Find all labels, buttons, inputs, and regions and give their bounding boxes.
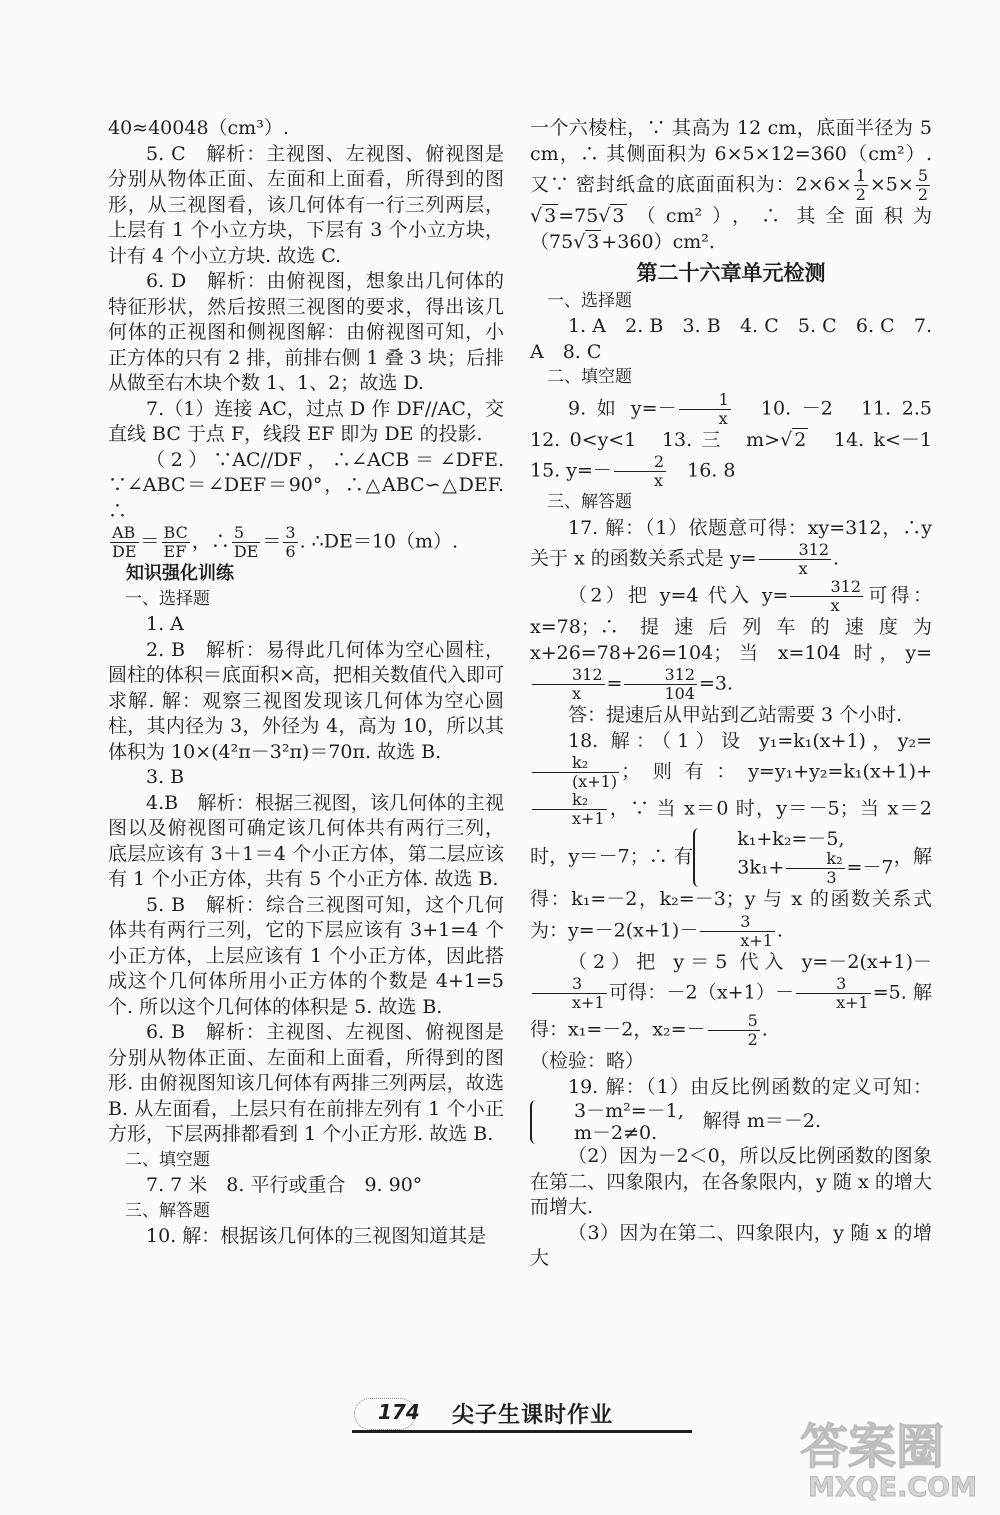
fraction: $\frac{\text{k₂}}{(x+1)}$: [532, 754, 619, 791]
fraction: $\frac{3}{x+1}$: [796, 975, 871, 1012]
fraction: $\frac{5}{DE}$: [233, 523, 259, 561]
page-footer: [352, 1398, 692, 1434]
answer-19-part-1: 19. 解：（1）由反比例函数的定义可知： 3－m²=－1, m－2≠0. 解得 m＝－2.: [530, 1075, 932, 1145]
answer-17-part-2: （2）把 y=4 代入 y= $\frac{312}{x}$ 可得：x=78；∴ 提速后列车的速度为 x+26=78+26=104；当 x=104 时，y= $\frac{312}{x}$ = $\frac{312}{104}$ =3.: [530, 577, 932, 703]
answer-5: 5. C 解析：主视图、左视图、俯视图是分别从物体正面、左面和上面看，所得到的图形，从三视图看，该几何体有一行三列两层，上层有 1 个小立方块，下层有 3 个小立方块，计有 4 个小立方块. 故选 C.: [108, 142, 504, 267]
section-heading-training: 知识强化训练: [126, 563, 234, 584]
answer-17-conclusion: 答：提速后从甲站到乙站需要 3 个小时.: [568, 704, 903, 726]
answer-17-part-1: 17. 解：（1）依题意可得：xy=312，∴y 关于 x 的函数关系式是 y= $\frac{312}{x}$ .: [530, 516, 932, 578]
section-heading-fill: 二、填空题: [547, 367, 632, 387]
fraction: $\frac{5}{2}$: [708, 1012, 760, 1049]
answer-18-part-1: 18. 解：（1）设 y₁=k₁(x+1)，y₂= $\frac{\text{k₂}}{(x+1)}$ ；则有：y=y₁+y₂=k₁(x+1)+ $\frac{\text{k₂}}{x+1}$ ，∵ 当 x＝0 时，y＝－5；当 x＝2 时，y＝－7；∴ 有 k₁+k₂=－5, 3k₁+ $\frac{\text{k₂}}{3}$ =－7 ，解得：k₁=－2，k₂=－3；y 与 x 的函数关系式为：y=－2(x+1)－ $\frac{3}{x+1}$ .: [530, 729, 932, 950]
section-heading-fill: 二、填空题: [125, 1149, 210, 1170]
answer-7-part-1: 7.（1）连接 AC，过点 D 作 DF//AC，交直线 BC 于点 F，线段 EF 即为 DE 的投影.: [108, 397, 504, 445]
section-heading-answer: 三、解答题: [125, 1200, 210, 1221]
fraction: $\frac{\text{k₂}}{3}$: [786, 850, 844, 887]
fraction: $\frac{312}{x}$: [790, 578, 863, 615]
footer-rule: [352, 1430, 692, 1433]
radicand: 3: [544, 205, 557, 227]
answer-7-part-2: （2）∵AC//DF，∴∠ACB＝∠DFE. ∵∠ABC＝∠DEF＝90°，∴△ABC∽△DEF. ∴: [108, 448, 504, 522]
answer-3: 3. B: [146, 766, 185, 788]
answer-5b: 5. B 解析：综合三视图可知，这个几何体共有两行三列，它的下层应该有 3+1=4 个小正方体，上层应该有 1 个小正方体，因此搭成这个几何体所用小正方体的个数是 4+1=5 个. 所以这个几何体的体积是 5. 故选 B.: [108, 893, 504, 1018]
fraction: $\frac{1}{2}$: [855, 166, 866, 204]
fraction: $\frac{312}{104}$: [624, 666, 697, 703]
answer-6: 6. D 解析：由俯视图，想象出几何体的特征形状，然后按照三视图的要求，得出该几何体的正视图和侧视图解：由俯视图可知，小正方体的只有 2 排，前排右侧 1 叠 3 块；后排从做至右木块个数 1、1、2；故选 D.: [108, 270, 504, 394]
chapter-title: 第二十六章单元检测: [636, 261, 826, 285]
fraction: $\frac{1}{x}$: [679, 391, 731, 428]
answers-7-9: 7. 7 米 8. 平行或重合 9. 90°: [146, 1174, 423, 1196]
right-column: [530, 116, 952, 1272]
fraction: $\frac{3}{x+1}$: [532, 975, 607, 1012]
fraction: $\frac{BC}{EF}$: [163, 523, 188, 561]
fraction: $\frac{3}{6}$: [285, 523, 296, 561]
radicand: 3: [587, 230, 600, 253]
answer-7-fraction-line: $\frac{AB}{DE}$ ＝ $\frac{BC}{EF}$ ，∴ $\frac{5}{DE}$ ＝ $\frac{3}{6}$ . ∴DE＝10（m）.: [112, 523, 459, 561]
fraction: $\frac{2}{x}$: [614, 453, 666, 490]
fraction: $\frac{5}{2}$: [917, 166, 928, 204]
fraction: $\frac{312}{x}$: [532, 666, 605, 703]
answer-18-part-2: （2）把 y＝5 代入 y=－2(x+1)－ $\frac{3}{x+1}$ 可得：－2（x+1）－ $\frac{3}{x+1}$ =5. 解得：x₁=－2，x₂=－ $\frac{5}{2}$ .: [530, 950, 932, 1049]
equation-system: k₁+k₂=－5, 3k₁+ $\frac{\text{k₂}}{3}$ =－7: [693, 828, 893, 887]
publication-title: 尖子生课时作业: [452, 1403, 614, 1428]
answer-10: 10. 解：根据该几何体的三视图知道其是: [146, 1225, 487, 1247]
answer-19-part-3: （3）因为在第二、四象限内，y 随 x 的增大: [530, 1221, 932, 1269]
fraction: $\frac{3}{x+1}$: [700, 913, 775, 950]
verification-note: （检验：略）: [530, 1050, 645, 1072]
fill-answers: 9. 如 y=－ $\frac{1}{x}$ 10. －2 11. 2.5 12. 0<y<1 13. 三 m>√ 2 14. k<－1 15. y=－ $\frac{2}{x}$ 16. 8: [530, 389, 952, 490]
paragraph: 40≈40048（cm³）.: [108, 117, 289, 139]
page-number: 174: [378, 1400, 420, 1424]
answer-4: 4.B 解析：根据三视图，该几何体的主视图以及俯视图可确定该几何体共有两行三列，底层应该有 3＋1＝4 个小正方体，第二层应该有 1 个小正方体，共有 5 个小正方体. 故选 B.: [108, 791, 504, 890]
equation-system: 3－m²=－1, m－2≠0.: [530, 1100, 684, 1144]
answer-6b: 6. B 解析：主视图、左视图、俯视图是分别从物体正面、左面和上面看，所得到的图形. 由俯视图知该几何体有两排三列两层，故选 B. 从左面看，上层只有在前排左列有 1 个小正方形，下层两排都看到 1 个小正方形. 故选 B.: [108, 1021, 504, 1145]
section-heading-answer: 三、解答题: [547, 492, 632, 512]
answer-19-part-2: （2）因为－2＜0，所以反比例函数的图象在第二、四象限内，在各象限内，y 随 x 的增大而增大.: [530, 1145, 932, 1218]
section-heading-choice: 一、选择题: [125, 588, 210, 609]
fraction: $\frac{AB}{DE}$: [112, 523, 137, 561]
answer-2: 2. B 解析：易得此几何体为空心圆柱，圆柱的体积＝底面积×高，把相关数值代入即可求解. 解：观察三视图发现该几何体为空心圆柱，其内径为 3，外径为 4，高为 10，所以其体积为 10×(4²π－3²π)＝70π. 故选 B.: [108, 638, 504, 763]
answer-1: 1. A: [146, 613, 184, 635]
left-column: [108, 116, 504, 1250]
choice-answers: 1. A 2. B 3. B 4. C 5. C 6. C 7. A 8. C: [530, 315, 932, 363]
radicand: 2: [794, 428, 807, 451]
watermark-text: 答案圈: [800, 1419, 945, 1475]
watermark-logo: [800, 1408, 990, 1508]
radicand: 3: [612, 205, 625, 227]
watermark-url: MXQE.COM: [808, 1472, 977, 1503]
fraction: $\frac{312}{x}$: [759, 541, 832, 578]
answer-10-continued: 一个六棱柱，∵ 其高为 12 cm，底面半径为 5 cm，∴ 其侧面积为 6×5×12=360（cm²）. 又∵ 密封纸盒的底面面积为：2×6× $\frac{1}{2}$ ×5× $\frac{5}{2}$ √ 3 =75√ 3 （cm²），∴ 其全面积为（75√ 3 +360）cm².: [530, 117, 932, 253]
fraction: $\frac{\text{k₂}}{x+1}$: [532, 791, 607, 828]
section-heading-choice: 一、选择题: [547, 290, 632, 311]
